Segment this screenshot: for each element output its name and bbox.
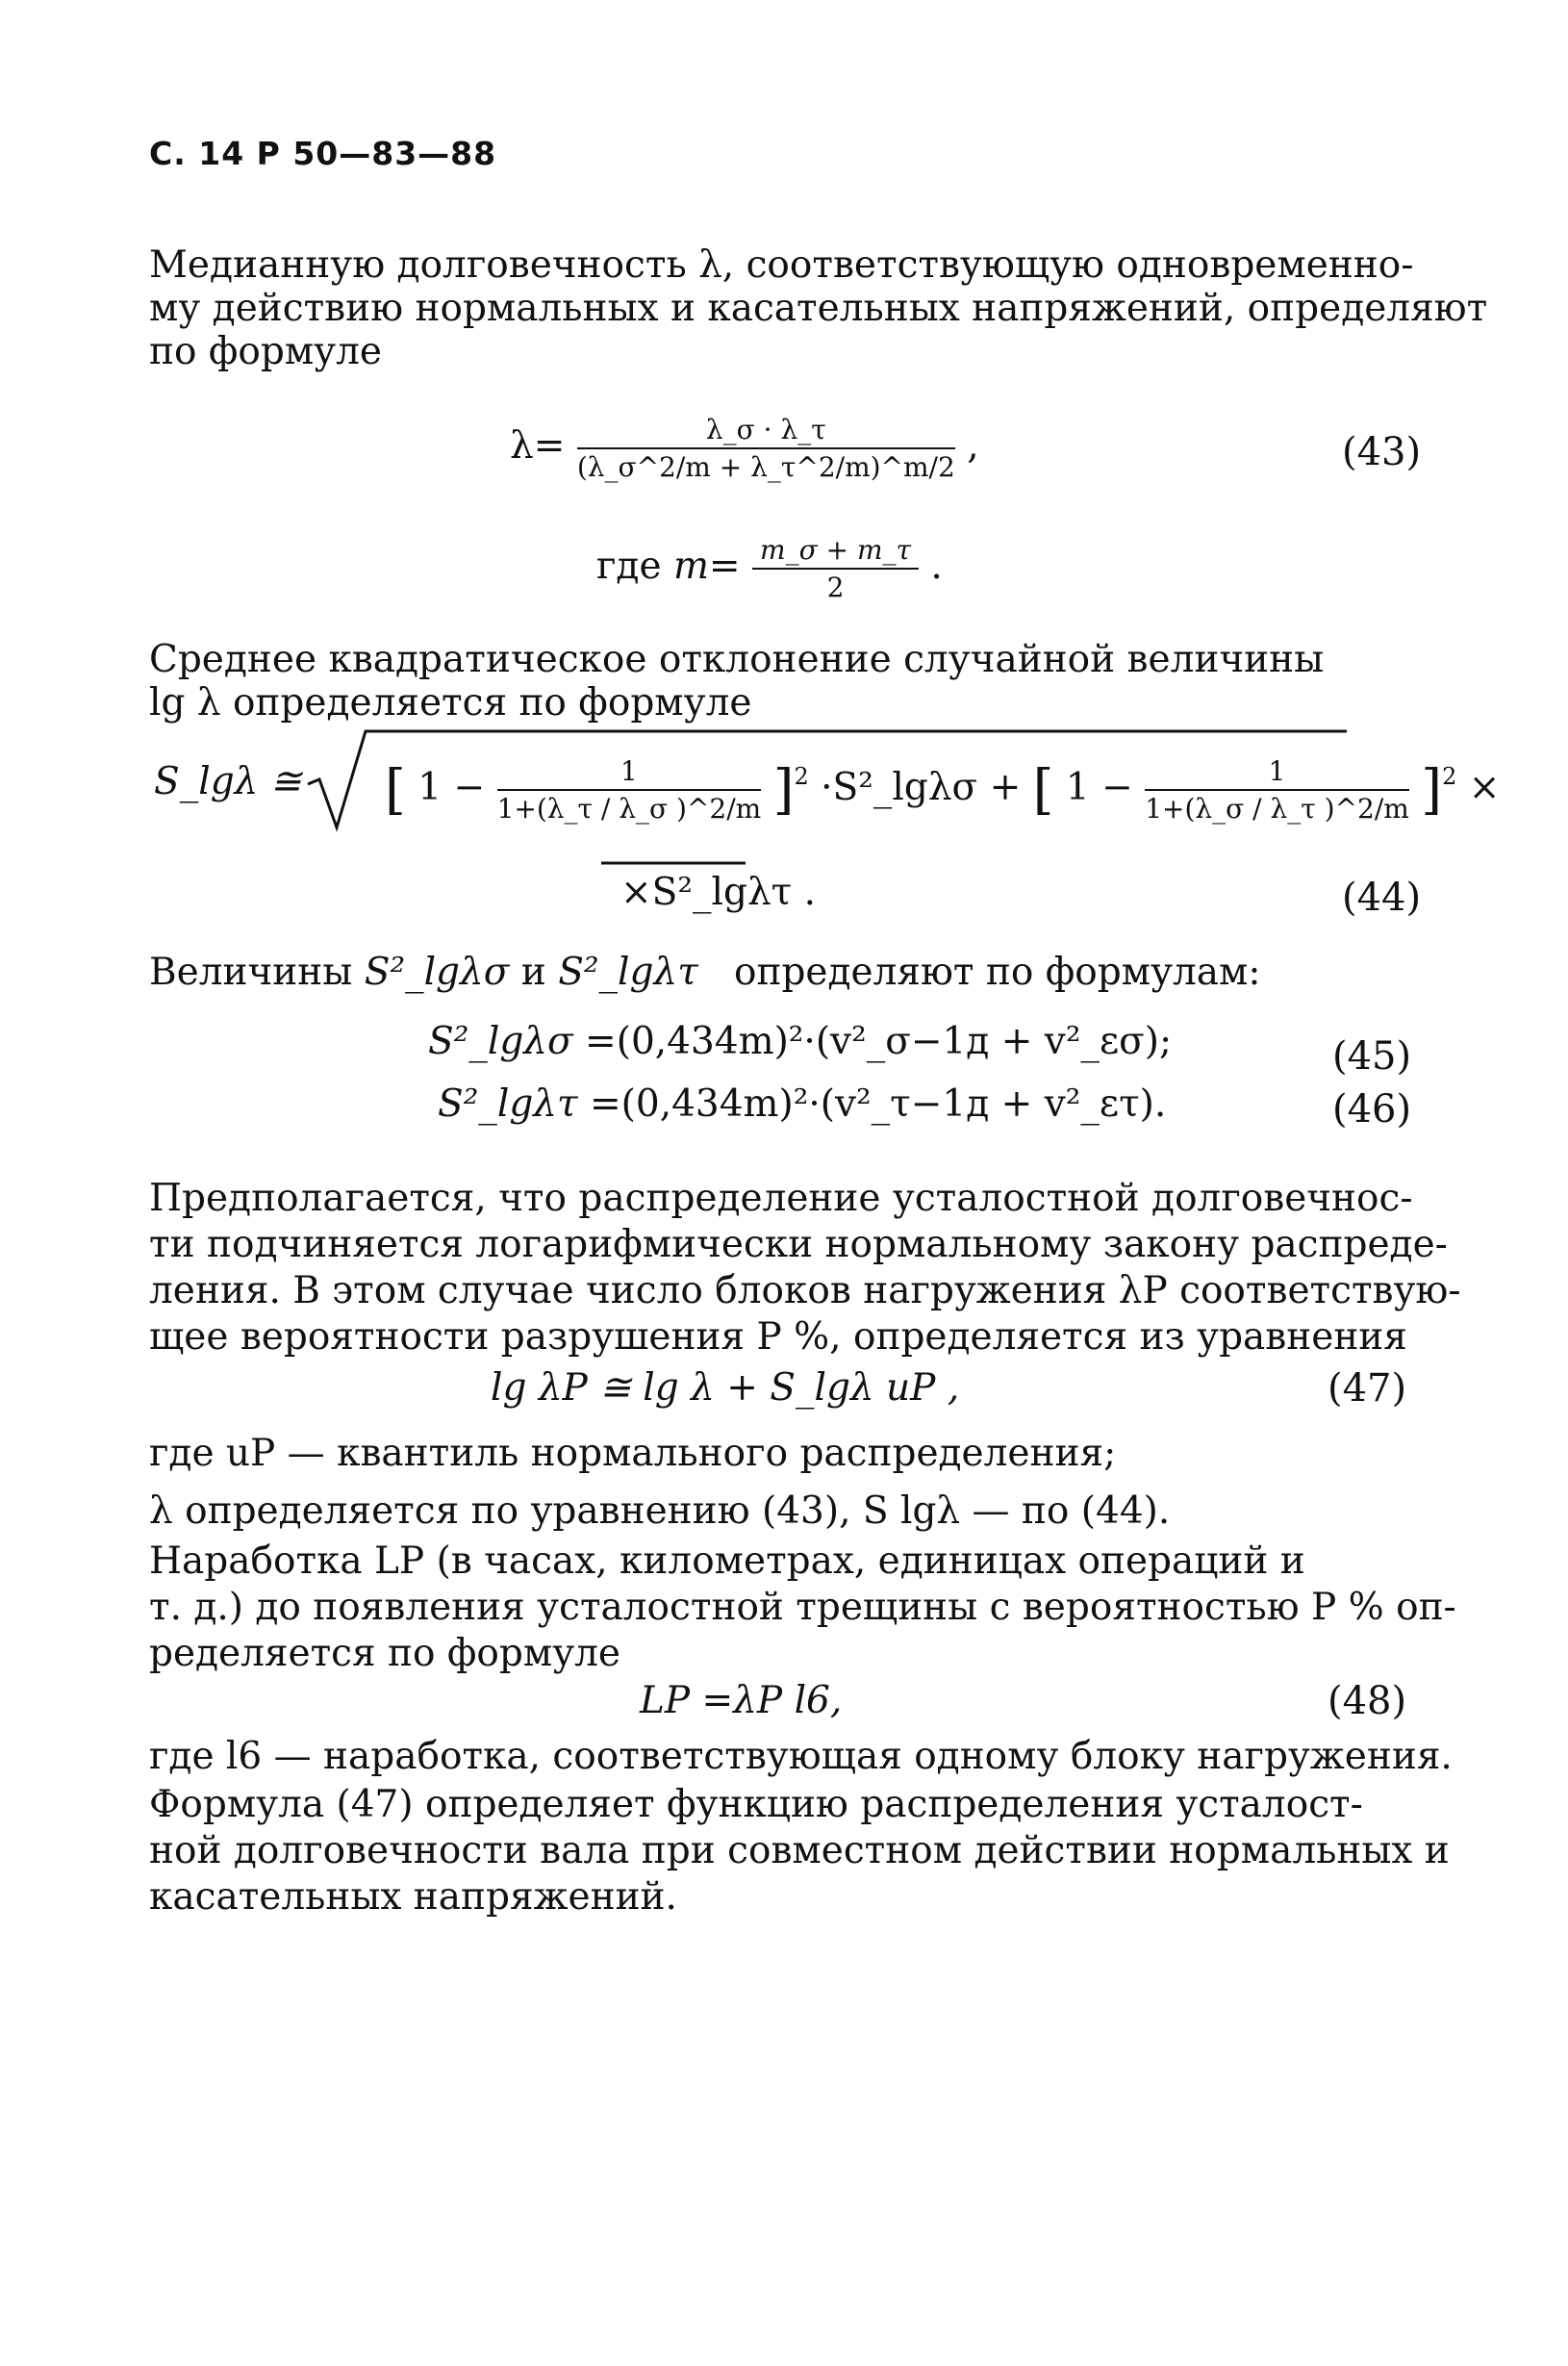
eq47-text: lg λP ≅ lg λ + S_lgλ uP ,	[491, 1366, 960, 1410]
text-line: ления. В этом случае число блоков нагружения λP соответствую-	[149, 1269, 1461, 1312]
eq44-frac2-num: 1	[1145, 755, 1409, 791]
p3-s2: S²_lgλτ	[558, 951, 698, 994]
text-line: касательных напряжений.	[149, 1875, 677, 1919]
text-line: Медианную долговечность λ, соответствующую одновременно-	[149, 243, 1414, 287]
eq43-fraction	[577, 414, 955, 483]
eq44-frac1-num: 1	[497, 755, 762, 791]
p3-before: Величины	[149, 951, 353, 994]
equation-number-45: (45)	[1332, 1034, 1412, 1079]
eq44-frac2-den: 1+(λ_σ / λ_τ )^2/m	[1145, 793, 1409, 825]
equation-number-46: (46)	[1332, 1087, 1412, 1132]
equation-number-44: (44)	[1342, 876, 1422, 920]
eq44-one-minus-2: 1 −	[1065, 766, 1133, 809]
eq45-lhs: S²_lgλσ	[428, 1020, 573, 1063]
eq43-denominator: (λ_σ^2/m + λ_τ^2/m)^m/2	[576, 451, 955, 483]
eq44-end: .	[803, 871, 817, 914]
equation-45	[428, 1020, 1172, 1063]
where-label: где	[596, 545, 662, 588]
eq44-times: ×	[1468, 766, 1501, 809]
text-line: ти подчиняется логарифмически нормальному закону распреде-	[149, 1223, 1448, 1266]
text-line: Наработка LP (в часах, километрах, единицах операций и	[149, 1539, 1305, 1583]
equation-number-48: (48)	[1328, 1679, 1407, 1723]
text-line: т. д.) до появления усталостной трещины с вероятностью P % оп-	[149, 1586, 1456, 1629]
where-lhs: m=	[672, 545, 741, 588]
text-line: Формула (47) определяет функцию распределения усталост-	[149, 1783, 1363, 1826]
eq43-where	[596, 534, 943, 603]
eq44-line2-term: ×S²_lgλτ	[620, 871, 793, 914]
text-line	[149, 948, 1261, 997]
p3-and: и	[520, 951, 546, 994]
text-line: Среднее квадратическое отклонение случайной величины	[149, 638, 1325, 681]
eq46-rhs: =(0,434m)²·(v²_τ−1д + v²_ετ).	[590, 1082, 1167, 1126]
text-line: Предполагается, что распределение усталостной долговечнос-	[149, 1177, 1413, 1220]
eq44-fraction-2	[1145, 755, 1409, 825]
radical-sign-line-2	[601, 861, 755, 871]
equation-number-43: (43)	[1342, 430, 1422, 474]
eq44-lhs: S_lgλ ≅	[154, 760, 302, 803]
text-line: ной долговечности вала при совместном действии нормальных и	[149, 1829, 1450, 1872]
eq44-frac1-den: 1+(λ_τ / λ_σ )^2/m	[496, 793, 762, 825]
p3-after: определяют по формулам:	[733, 951, 1261, 994]
eq48-text: LP =λP l6,	[640, 1679, 843, 1722]
equation-number-47: (47)	[1328, 1366, 1407, 1411]
eq44-line-2	[620, 871, 816, 914]
text-line: lg λ определяется по формуле	[149, 681, 752, 725]
where-end: .	[930, 545, 943, 588]
equation-44	[154, 760, 301, 803]
equation-48	[640, 1679, 842, 1722]
text-line: му действию нормальных и касательных напряжений, определяют	[149, 287, 1488, 330]
text-line: λ определяется по уравнению (43), S lgλ — по (44).	[149, 1489, 1171, 1533]
eq46-lhs: S²_lgλτ	[438, 1082, 578, 1126]
text-line: щее вероятности разрушения P %, определяется из уравнения	[149, 1315, 1407, 1359]
eq43-lhs: λ=	[510, 424, 566, 468]
where-numerator: m_σ + m_τ	[752, 534, 919, 570]
eq43-comma: ,	[967, 424, 979, 468]
eq44-bracket-1: [ 1 − $\frac{1}{1+(\lambda\_\tau / \lambda\_\sigma )\^{}2/m}$ ]$^2$ ·S²_lgλσ + [ 1 − $\frac{1}{1+(\lambda\_\sigma / \lambda\_\tau )\^{}2/m}$ ]$^2$ ×	[385, 755, 1501, 825]
where-denominator: 2	[826, 572, 845, 603]
where-fraction	[752, 534, 919, 603]
text-line: где l6 — наработка, соответствующая одному блоку нагружения.	[149, 1735, 1453, 1778]
equation-46	[438, 1082, 1166, 1126]
eq45-rhs: =(0,434m)²·(v²_σ−1д + v²_εσ);	[585, 1020, 1173, 1063]
equation-43	[510, 414, 979, 483]
eq43-numerator: λ_σ · λ_τ	[577, 414, 955, 449]
equation-47	[491, 1366, 959, 1410]
eq44-fraction-1	[497, 755, 762, 825]
p3-s1: S²_lgλσ	[364, 951, 510, 994]
eq44-one-minus: 1 −	[417, 766, 486, 809]
text-line: по формуле	[149, 330, 382, 373]
text-line: ределяется по формуле	[149, 1632, 620, 1675]
text-line: где uP — квантиль нормального распределения;	[149, 1432, 1117, 1475]
eq44-term1: ·S²_lgλσ +	[821, 766, 1022, 809]
page-header: С. 14 Р 50—83—88	[149, 135, 497, 172]
